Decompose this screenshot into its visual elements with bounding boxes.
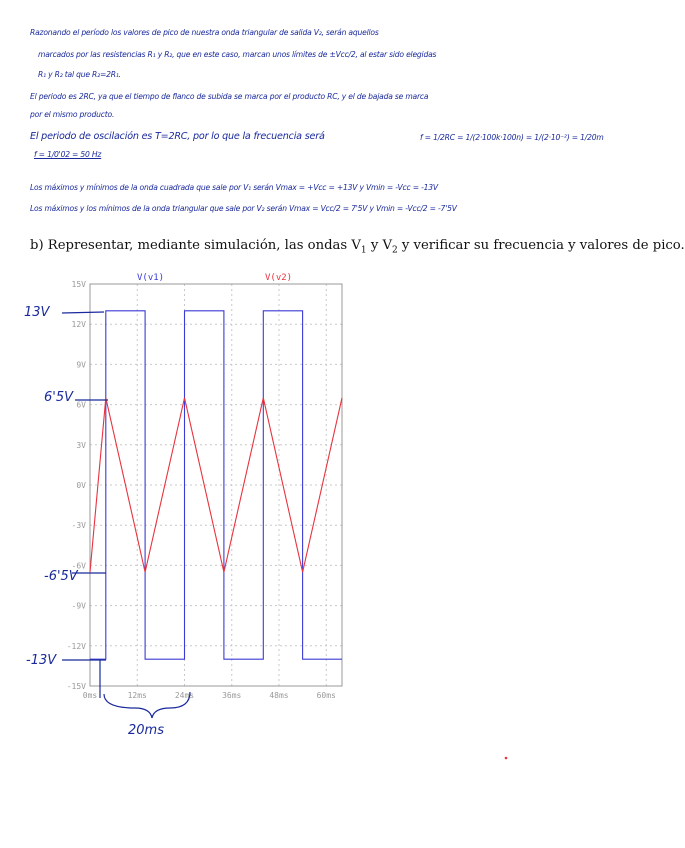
note-line-3: R₁ y R₂ tal que R₂=2R₁.	[38, 70, 121, 79]
annotation-minus-13v: -13V	[26, 653, 57, 668]
grid-lines	[90, 284, 342, 686]
note-line-4: El periodo es 2RC, ya que el tiempo de flanco de subida se marca por el producto RC, y el de bajada se marca	[30, 92, 429, 101]
annotation-period: 20ms	[128, 723, 164, 738]
note-frequency-formula: f = 1/2RC = 1/(2·100k·100n) = 1/(2·10⁻²) = 1/20m	[420, 133, 604, 142]
y-tick-label: -12V	[66, 641, 86, 651]
note-frequency-result: f = 1/0'02 = 50 Hz	[34, 150, 102, 159]
y-tick-label: -9V	[71, 601, 86, 611]
note-line-2: marcados por las resistencias R₁ y R₂, que en este caso, marcan unos límites de ±Vcc/2, al estar sido elegidas	[38, 50, 437, 59]
x-tick-label: 24ms	[174, 691, 195, 700]
y-tick-label: 0V	[76, 481, 86, 490]
note-line-6: El periodo de oscilación es T=2RC, por lo que la frecuencia será	[30, 131, 325, 142]
y-tick-label: 15V	[71, 280, 86, 289]
note-line-9: Los máximos y los mínimos de la onda triangular que sale por V₂ serán Vmax = Vcc/2 = 7'5V y Vmin = -Vcc/2 = -7'5V	[30, 204, 457, 213]
note-line-1: Razonando el período los valores de pico de nuestra onda triangular de salida V₂, serán aquellos	[30, 28, 379, 37]
question-text: b) Representar, mediante simulación, las ondas $V_1$ y $V_2$ y verificar su frecuencia y valores de pico.	[30, 238, 685, 256]
y-tick-label: -3V	[71, 521, 86, 531]
y-tick-label: -15V	[66, 682, 86, 691]
annotation-6-5v: 6'5V	[44, 390, 74, 405]
y-tick-label: 9V	[76, 360, 86, 370]
y-axis-ticks	[67, 280, 86, 691]
x-tick-label: 12ms	[127, 691, 147, 700]
simulation-chart	[0, 268, 600, 748]
legend-v2: V(v2)	[265, 273, 293, 283]
x-tick-label: 48ms	[269, 691, 289, 700]
x-tick-label: 0ms	[82, 691, 98, 700]
x-axis-ticks	[83, 691, 336, 700]
y-tick-label: 6V	[76, 400, 86, 410]
y-tick-label: 3V	[76, 440, 86, 450]
x-tick-label: 36ms	[222, 691, 242, 700]
stray-dot	[505, 757, 508, 760]
annotation-minus-6-5v: -6'5V	[44, 569, 78, 584]
x-tick-label: 60ms	[316, 691, 336, 700]
hand-annotation-marks	[62, 312, 190, 718]
legend-v1: V(v1)	[137, 273, 165, 283]
y-tick-label: -6V	[71, 561, 86, 571]
annotation-13v: 13V	[24, 305, 50, 320]
note-line-5: por el mismo producto.	[30, 110, 115, 119]
note-line-8: Los máximos y mínimos de la onda cuadrada que sale por V₁ serán Vmax = +Vcc = +13V y Vmin = -Vcc = -13V	[30, 183, 438, 192]
y-tick-label: 12V	[71, 320, 86, 330]
